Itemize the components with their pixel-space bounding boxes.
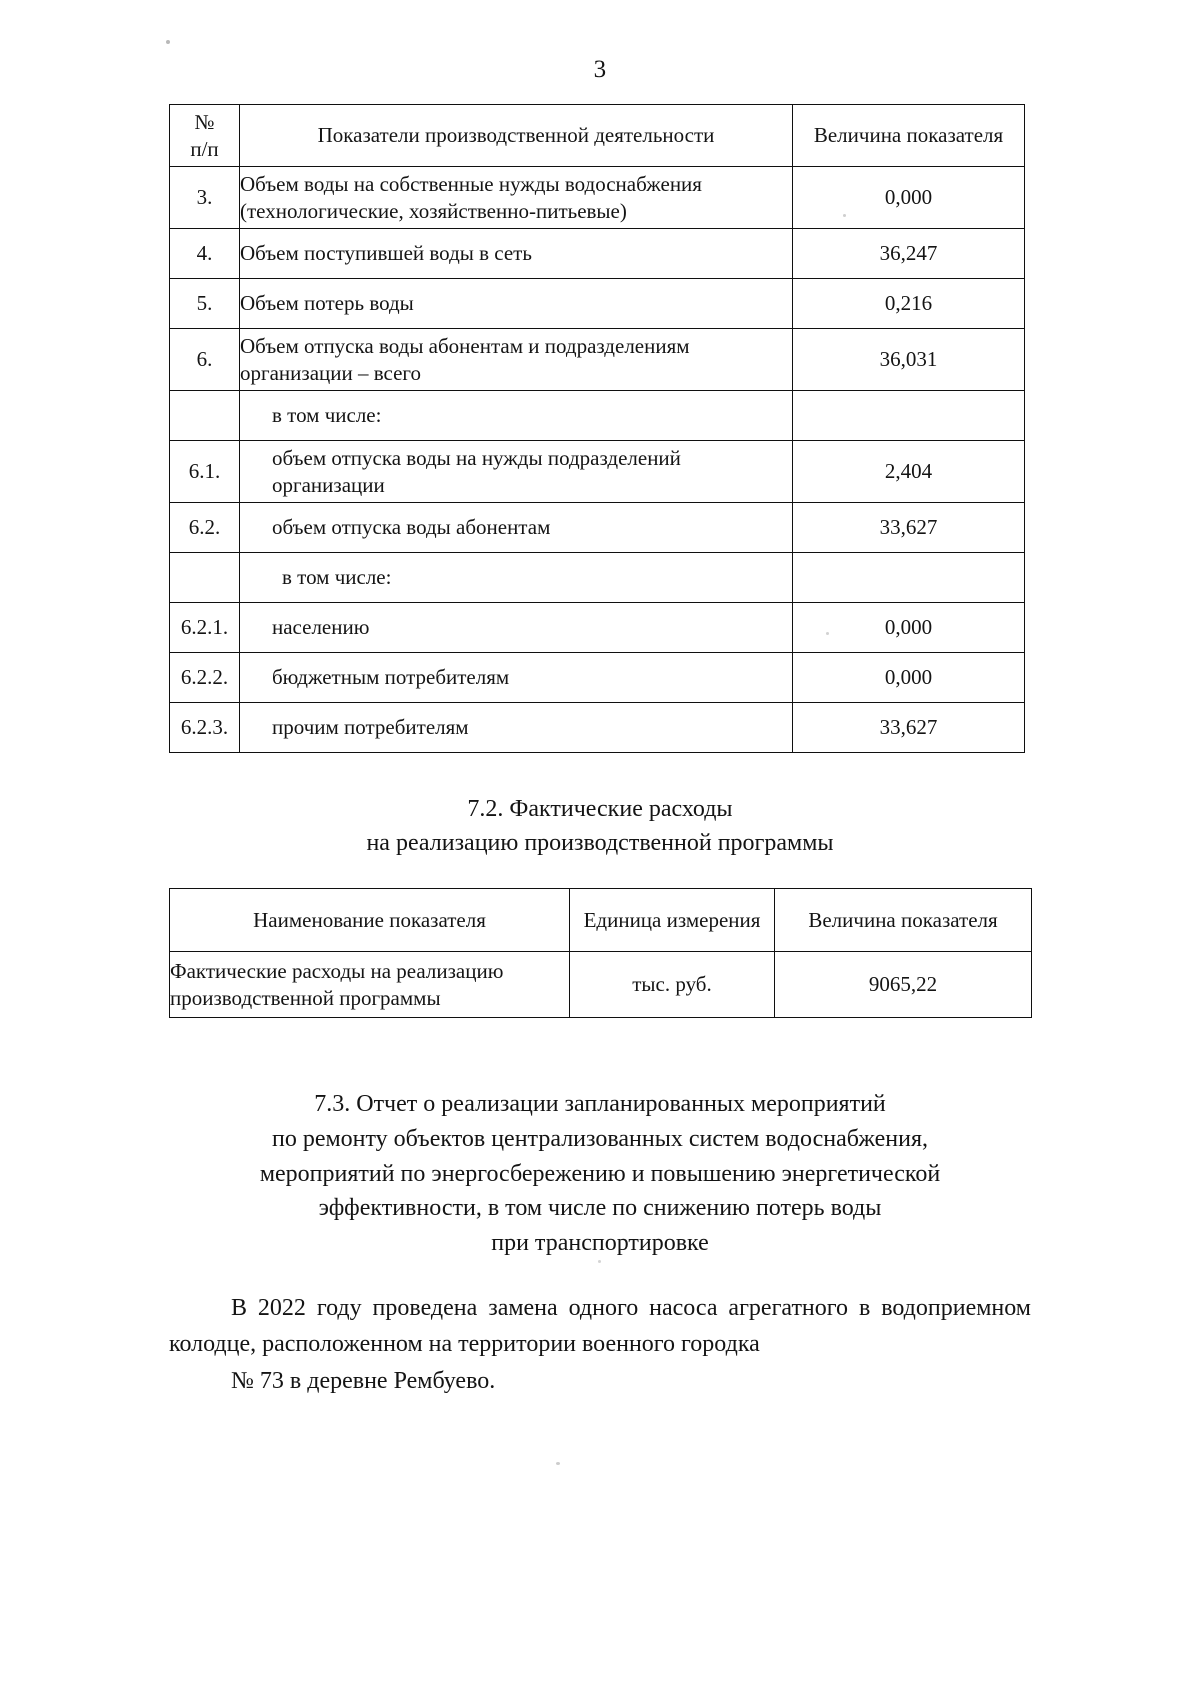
row-number: 6. bbox=[170, 329, 240, 391]
table-row bbox=[170, 167, 1025, 229]
row-label: прочим потребителям bbox=[240, 703, 793, 753]
row-value: 33,627 bbox=[793, 503, 1025, 553]
scan-speckle bbox=[556, 1462, 560, 1465]
closing-paragraph-last-line: № 73 в деревне Рембуево. bbox=[231, 1367, 496, 1394]
column-header-expense-name: Наименование показателя bbox=[170, 889, 570, 952]
section-heading-7-2 bbox=[0, 792, 1200, 860]
table-header-row bbox=[170, 889, 1032, 952]
page-number: 3 bbox=[593, 56, 607, 83]
row-value bbox=[793, 391, 1025, 441]
closing-paragraph-body: В 2022 году проведена замена одного насоса агрегатного в водоприемном колодце, расположенном на территории военного городка bbox=[169, 1295, 1031, 1358]
row-number: 6.2.1. bbox=[170, 603, 240, 653]
table-row bbox=[170, 653, 1025, 703]
heading-7-3-line3: мероприятий по энергосбережению и повышению энергетической bbox=[259, 1160, 941, 1187]
row-number: 6.1. bbox=[170, 441, 240, 503]
section-heading-7-3 bbox=[0, 1087, 1200, 1261]
heading-7-3-line2: по ремонту объектов централизованных систем водоснабжения, bbox=[271, 1125, 928, 1152]
heading-7-2-line1: 7.2. Фактические расходы bbox=[467, 796, 733, 822]
row-label: в том числе: bbox=[240, 391, 793, 441]
row-label: объем отпуска воды на нужды подразделений организации bbox=[240, 441, 793, 503]
table-row bbox=[170, 229, 1025, 279]
column-header-indicator-name: Показатели производственной деятельности bbox=[240, 105, 793, 167]
heading-7-3-line1: 7.3. Отчет о реализации запланированных мероприятий bbox=[314, 1091, 886, 1117]
column-header-expense-value: Величина показателя bbox=[775, 889, 1032, 952]
row-label: Объем воды на собственные нужды водоснабжения (технологические, хозяйственно-питьевые) bbox=[240, 167, 793, 229]
table-row bbox=[170, 279, 1025, 329]
row-label: Объем отпуска воды абонентам и подразделениям организации – всего bbox=[240, 329, 793, 391]
row-number bbox=[170, 391, 240, 441]
row-value: 2,404 bbox=[793, 441, 1025, 503]
row-number: 4. bbox=[170, 229, 240, 279]
row-value: 0,000 bbox=[793, 603, 1025, 653]
heading-7-3-line4: эффективности, в том числе по снижению потерь воды bbox=[318, 1195, 882, 1222]
row-label: в том числе: bbox=[240, 553, 793, 603]
row-label: бюджетным потребителям bbox=[240, 653, 793, 703]
row-number: 6.2. bbox=[170, 503, 240, 553]
table-row-subheader bbox=[170, 391, 1025, 441]
column-header-expense-unit: Единица измерения bbox=[570, 889, 775, 952]
column-header-number-line1: № bbox=[194, 110, 215, 135]
row-number: 3. bbox=[170, 167, 240, 229]
table-row bbox=[170, 952, 1032, 1018]
row-value: 36,247 bbox=[793, 229, 1025, 279]
row-value: 33,627 bbox=[793, 703, 1025, 753]
table-row bbox=[170, 329, 1025, 391]
table-row bbox=[170, 703, 1025, 753]
table-row bbox=[170, 503, 1025, 553]
row-number bbox=[170, 553, 240, 603]
row-value: 0,216 bbox=[793, 279, 1025, 329]
row-value: 9065,22 bbox=[775, 952, 1032, 1018]
row-label: населению bbox=[240, 603, 793, 653]
row-number: 5. bbox=[170, 279, 240, 329]
scan-speckle bbox=[166, 40, 170, 44]
row-unit: тыс. руб. bbox=[570, 952, 775, 1018]
row-value: 0,000 bbox=[793, 167, 1025, 229]
heading-7-3-line5: при транспортировке bbox=[491, 1230, 709, 1257]
table-production-indicators bbox=[169, 104, 1025, 753]
column-header-number bbox=[170, 105, 240, 167]
row-label: Фактические расходы на реализацию производственной программы bbox=[170, 952, 570, 1018]
closing-paragraph bbox=[169, 1290, 1031, 1399]
table-header-row bbox=[170, 105, 1025, 167]
table-row-subheader bbox=[170, 553, 1025, 603]
table-actual-expenses bbox=[169, 888, 1032, 1018]
row-value: 0,000 bbox=[793, 653, 1025, 703]
row-label: Объем поступившей воды в сеть bbox=[240, 229, 793, 279]
row-label: Объем потерь воды bbox=[240, 279, 793, 329]
table-row bbox=[170, 603, 1025, 653]
heading-7-2-line2: на реализацию производственной программы bbox=[366, 830, 834, 857]
row-number: 6.2.2. bbox=[170, 653, 240, 703]
row-value: 36,031 bbox=[793, 329, 1025, 391]
row-label: объем отпуска воды абонентам bbox=[240, 503, 793, 553]
column-header-number-line2: п/п bbox=[190, 136, 219, 161]
row-value bbox=[793, 553, 1025, 603]
column-header-indicator-value: Величина показателя bbox=[793, 105, 1025, 167]
row-number: 6.2.3. bbox=[170, 703, 240, 753]
table-row bbox=[170, 441, 1025, 503]
